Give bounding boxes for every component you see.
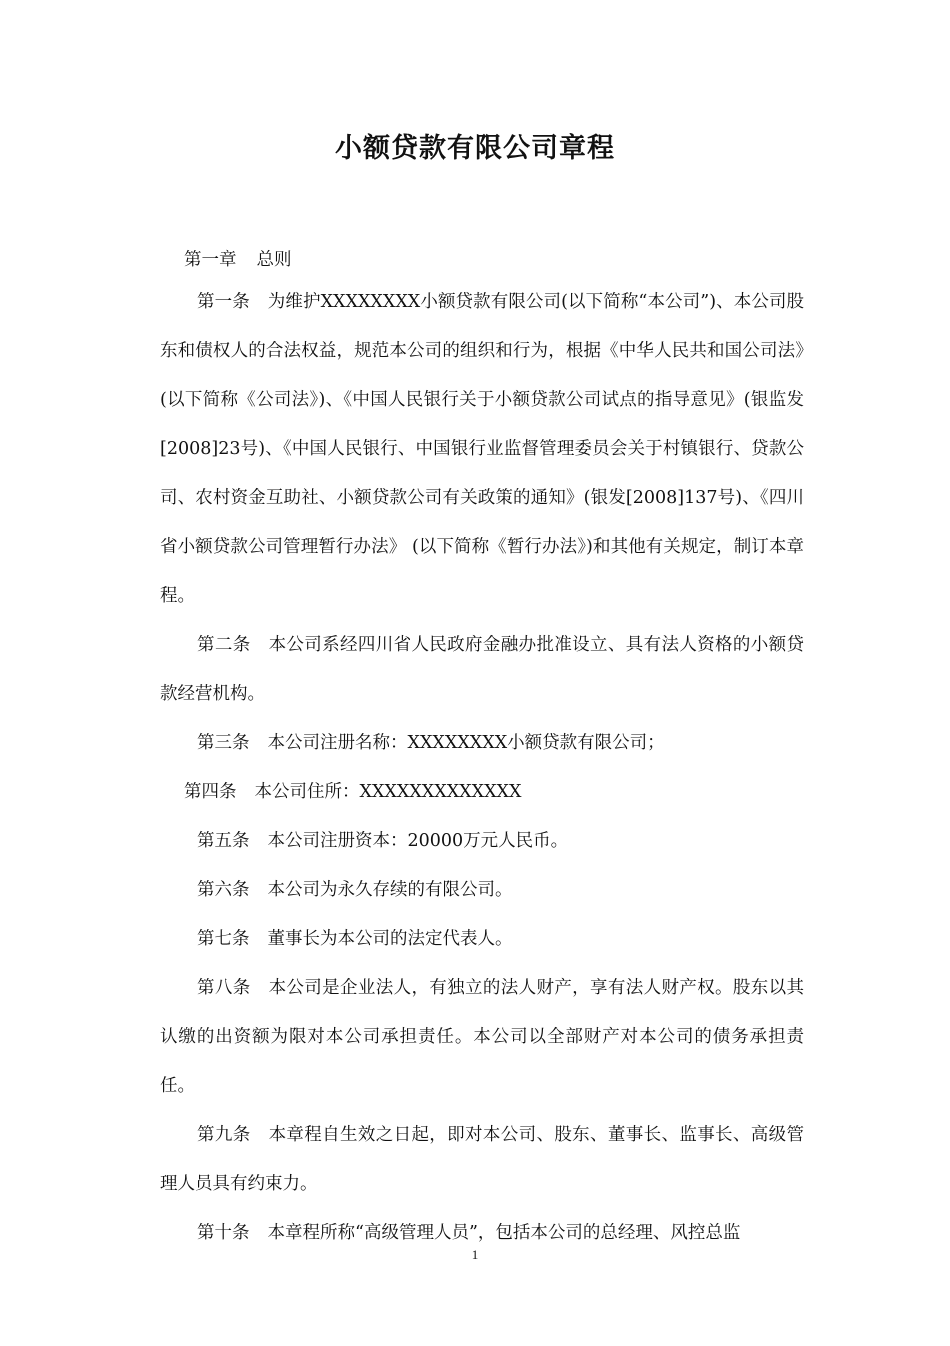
document-body xyxy=(160,278,804,1258)
article-1 xyxy=(160,278,804,621)
article-text: 本公司注册名称：XXXXXXXX小额贷款有限公司； xyxy=(267,733,665,753)
document-title: 小额贷款有限公司章程 xyxy=(335,133,615,164)
chapter-name: 总则 xyxy=(256,250,292,270)
article-3 xyxy=(160,719,804,768)
article-label: 第七条 xyxy=(197,929,250,949)
article-text: 为维护XXXXXXXX小额贷款有限公司(以下简称“本公司”)、本公司股东和债权人的合法权益，规范本公司的组织和行为，根据《中华人民共和国公司法》(以下简称《公司法》)、《中国人民银行关于小额贷款公司试点的指导意见》(银监发[2008]23号)、《中国人民银行、中国银行业监督管理委员会关于村镇银行、贷款公司、农村资金互助社、小额贷款公司有关政策的通知》(银发[2008]137号)、《四川省小额贷款公司管理暂行办法》 (以下简称《暂行办法》)和其他有关规定，制订本章程。 xyxy=(160,292,805,606)
article-text: 本公司是企业法人，有独立的法人财产，享有法人财产权。股东以其认缴的出资额为限对本公司承担责任。本公司以全部财产对本公司的债务承担责任。 xyxy=(160,978,804,1096)
article-label: 第三条 xyxy=(197,733,250,753)
article-text: 本章程自生效之日起，即对本公司、股东、董事长、监事长、高级管理人员具有约束力。 xyxy=(160,1125,804,1194)
article-text: 董事长为本公司的法定代表人。 xyxy=(267,929,513,949)
article-7 xyxy=(160,915,804,964)
article-label: 第九条 xyxy=(197,1125,251,1145)
article-label: 第四条 xyxy=(184,782,237,802)
chapter-label: 第一章 xyxy=(184,250,237,270)
article-5 xyxy=(160,817,804,866)
article-label: 第六条 xyxy=(197,880,250,900)
article-text: 本公司系经四川省人民政府金融办批准设立、具有法人资格的小额贷款经营机构。 xyxy=(160,635,804,704)
article-9 xyxy=(160,1111,804,1209)
article-text: 本公司为永久存续的有限公司。 xyxy=(267,880,513,900)
article-label: 第八条 xyxy=(197,978,251,998)
article-text: 本公司住所：XXXXXXXXXXXXX xyxy=(254,782,522,802)
article-label: 第五条 xyxy=(197,831,250,851)
article-text: 本公司注册资本：20000万元人民币。 xyxy=(267,831,569,851)
chapter-heading xyxy=(184,246,292,271)
article-text: 本章程所称“高级管理人员”，包括本公司的总经理、风控总监 xyxy=(267,1223,741,1243)
article-8 xyxy=(160,964,804,1111)
article-label: 第二条 xyxy=(197,635,251,655)
article-6 xyxy=(160,866,804,915)
article-2 xyxy=(160,621,804,719)
article-label: 第一条 xyxy=(197,292,250,312)
article-label: 第十条 xyxy=(197,1223,250,1243)
page-number: 1 xyxy=(471,1247,479,1262)
article-4 xyxy=(160,768,804,817)
